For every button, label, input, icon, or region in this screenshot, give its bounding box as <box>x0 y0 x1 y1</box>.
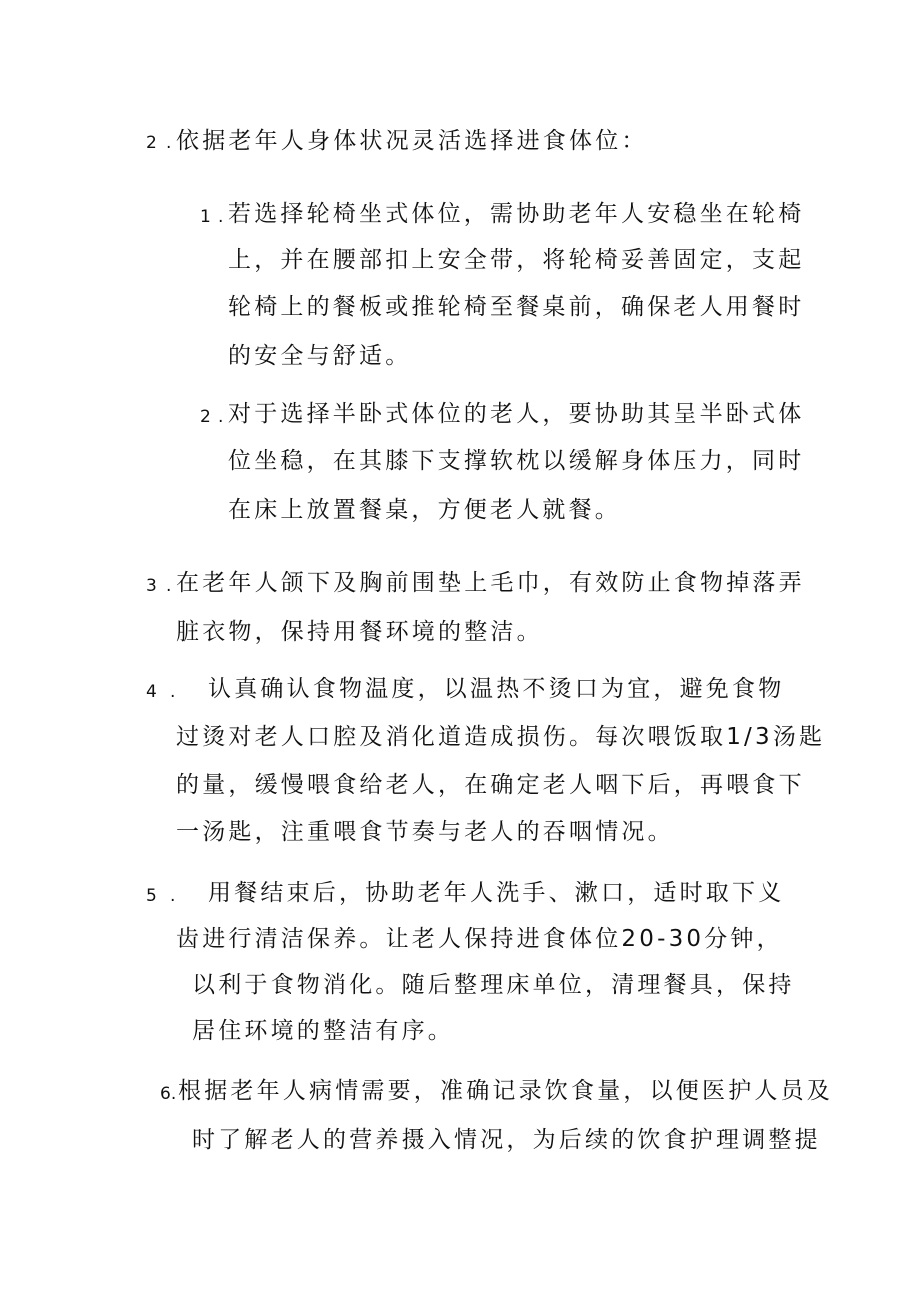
item-dot: . <box>170 682 176 702</box>
item-3-line-1: 在老年人颌下及胸前围垫上毛巾，有效防止食物掉落弄 <box>176 570 805 596</box>
sub-item-2-line-1: 对于选择半卧式体位的老人，要协助其呈半卧式体 <box>228 401 805 427</box>
item-4-line-4: 一汤匙，注重喂食节奏与老人的吞咽情况。 <box>176 819 674 845</box>
item-number: 6. <box>160 1084 177 1104</box>
item-4-line-2: 过烫对老人口腔及消化道造成损伤。每次喂饭取1/3汤匙 <box>176 724 826 750</box>
item-6-line-2: 时了解老人的营养摄入情况，为后续的饮食护理调整提 <box>192 1127 821 1153</box>
sub-item-dot: . <box>218 207 224 227</box>
item-dot: . <box>166 576 172 596</box>
sub-item-1-line-1: 若选择轮椅坐式体位，需协助老年人安稳坐在轮椅 <box>228 201 805 227</box>
item-dot: . <box>166 133 172 153</box>
item-dot: . <box>170 886 176 906</box>
item-number: 2 <box>146 133 157 153</box>
sub-item-1-line-2: 上，并在腰部扣上安全带，将轮椅妥善固定，支起 <box>228 247 805 273</box>
sub-item-dot: . <box>218 407 224 427</box>
sub-item-2-line-3: 在床上放置餐桌，方便老人就餐。 <box>228 497 621 523</box>
sub-item-1-line-3: 轮椅上的餐板或推轮椅至餐桌前，确保老人用餐时 <box>228 294 805 320</box>
item-number: 4 <box>146 682 157 702</box>
item-3-line-2: 脏衣物，保持用餐环境的整洁。 <box>176 619 543 645</box>
item-5-line-1: 用餐结束后，协助老年人洗手、漱口，适时取下义 <box>208 880 785 906</box>
item-5-line-4: 居住环境的整洁有序。 <box>192 1018 454 1044</box>
item-5-line-2: 齿进行清洁保养。让老人保持进食体位20-30分钟， <box>176 926 783 952</box>
sub-item-number: 1 <box>200 207 211 227</box>
item-number: 3 <box>146 576 157 596</box>
sub-item-number: 2 <box>200 407 211 427</box>
item-4-line-1: 认真确认食物温度，以温热不烫口为宜，避免食物 <box>208 676 785 702</box>
item-number: 5 <box>146 886 157 906</box>
item-2-line-1: 依据老年人身体状况灵活选择进食体位： <box>176 128 648 154</box>
item-6-line-1: 根据老年人病情需要，准确记录饮食量，以便医护人员及 <box>178 1078 833 1104</box>
sub-item-2-line-2: 位坐稳，在其膝下支撑软枕以缓解身体压力，同时 <box>228 448 805 474</box>
sub-item-1-line-4: 的安全与舒适。 <box>228 343 412 369</box>
item-4-line-3: 的量，缓慢喂食给老人，在确定老人咽下后，再喂食下 <box>176 772 805 798</box>
item-5-line-3: 以利于食物消化。随后整理床单位，清理餐具，保持 <box>192 972 795 998</box>
